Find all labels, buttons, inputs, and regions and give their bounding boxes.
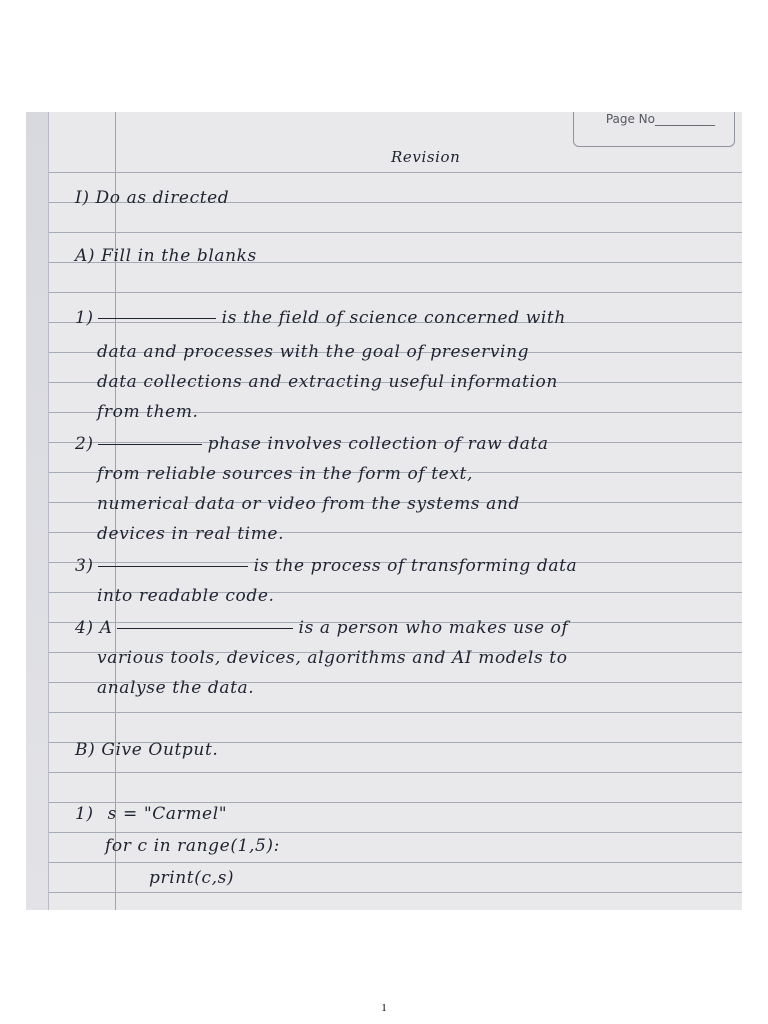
ruled-line	[49, 172, 742, 173]
question-text: is the process of transforming data	[253, 556, 578, 576]
question-number: 4) A	[75, 618, 113, 638]
question-1-line-2: data and processes with the goal of preserving	[97, 342, 530, 362]
notebook-photo	[26, 112, 742, 910]
answer-blank	[98, 443, 202, 445]
code-line-1: s = "Carmel"	[107, 804, 228, 824]
ruled-line	[49, 772, 742, 773]
ruled-line	[49, 292, 742, 293]
ruled-line	[49, 802, 742, 803]
question-1-line-4: from them.	[97, 402, 199, 422]
question-text: is the field of science concerned with	[221, 308, 566, 328]
ruled-line	[49, 832, 742, 833]
question-number: 1)	[75, 308, 94, 328]
question-number: 3)	[75, 556, 94, 576]
document-page-number: 1	[381, 1002, 387, 1014]
part-a-title: A) Fill in the blanks	[75, 246, 257, 266]
ruled-line	[49, 232, 742, 233]
question-number: 2)	[75, 434, 94, 454]
code-line-2: for c in range(1,5):	[105, 836, 280, 856]
part-b-title: B) Give Output.	[75, 740, 219, 760]
question-2-line-3: numerical data or video from the systems and	[97, 494, 520, 514]
revision-heading: Revision	[391, 148, 461, 166]
answer-blank	[98, 565, 248, 567]
question-1	[75, 308, 566, 328]
question-3-line-2: into readable code.	[97, 586, 275, 606]
page-number-label: Page No__________	[605, 112, 715, 126]
question-3	[75, 556, 577, 576]
question-2	[75, 434, 549, 454]
section-1-title: I) Do as directed	[75, 188, 230, 208]
answer-blank	[98, 317, 216, 319]
question-4-line-2: various tools, devices, algorithms and AI models to	[97, 648, 568, 668]
question-1-line-3: data collections and extracting useful information	[97, 372, 558, 392]
question-2-line-2: from reliable sources in the form of text,	[97, 464, 473, 484]
question-4	[75, 618, 568, 638]
ruled-line	[49, 862, 742, 863]
notebook-page	[48, 112, 742, 910]
ruled-line	[49, 712, 742, 713]
answer-blank	[117, 627, 293, 629]
question-number: 1)	[75, 804, 94, 824]
output-question-1	[75, 804, 227, 824]
question-text: is a person who makes use of	[298, 618, 569, 638]
question-2-line-4: devices in real time.	[97, 524, 285, 544]
ruled-line	[49, 892, 742, 893]
question-4-line-3: analyse the data.	[97, 678, 255, 698]
question-text: phase involves collection of raw data	[207, 434, 549, 454]
code-line-3: print(c,s)	[149, 868, 235, 888]
